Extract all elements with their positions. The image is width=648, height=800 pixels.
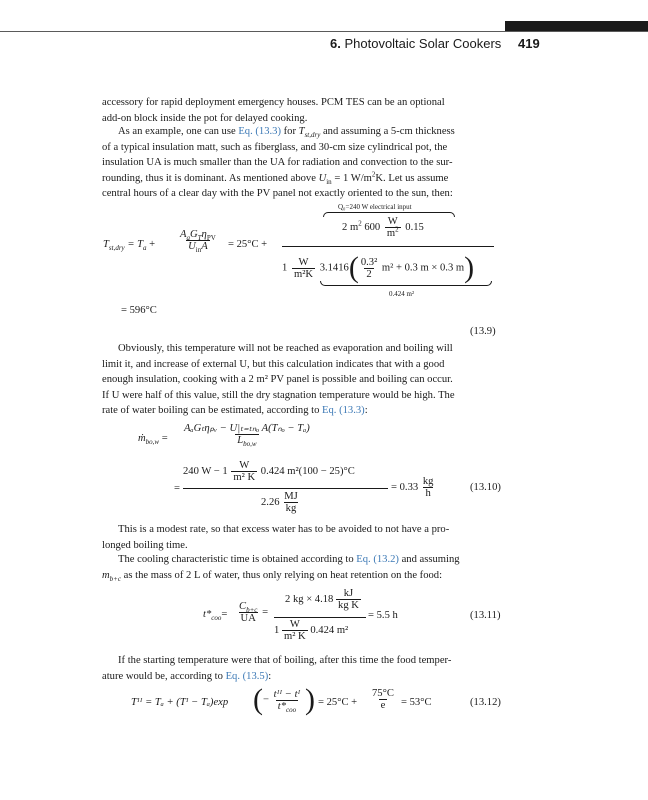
paragraph-5 xyxy=(102,552,505,583)
text-line: rate of water boiling can be estimated, according to Eq. (13.3): xyxy=(102,405,368,416)
eq-numerator: 2 kg × 4.18 $\frac{kJ}{\text{kg K}}$ xyxy=(285,588,359,611)
chapter-title: Photovoltaic Solar Cookers xyxy=(344,36,502,51)
eq-equals: = xyxy=(174,483,180,494)
eq-result: = 5.5 h xyxy=(368,610,398,621)
equation-number: (13.12) xyxy=(470,697,501,708)
eq-lhs: $T_{st,dry} = T_a$ + xyxy=(103,239,156,253)
equation-link[interactable]: Eq. (13.3) xyxy=(322,405,365,416)
eq-result: = 53°C xyxy=(401,697,432,708)
eq-exponent: (− $\frac{\text{tᴵᴵ − tᴵ}}{t*_{coo}}$ ) xyxy=(253,683,315,716)
text-line: add-on block inside the pot for delayed cooking. xyxy=(102,112,308,124)
text-line: of a typical insulation matt, such as fiberglass, and 30-cm size cylindrical pot, the xyxy=(102,141,448,153)
eq-fraction: $\frac{75^\circ C}{e}$ xyxy=(372,688,394,711)
text-line: accessory for rapid deployment emergency houses. PCM TES can be an optional xyxy=(102,97,445,108)
underbrace xyxy=(320,281,492,286)
eq-lhs: ṁ$_{bo,w}$ = xyxy=(138,433,168,447)
equation-number: (13.11) xyxy=(470,610,501,621)
fraction-bar xyxy=(282,246,494,247)
fraction-bar xyxy=(183,488,388,489)
text-line: enough insulation, cooking with a 2 m² PV panel is possible and boiling can occur. xyxy=(102,374,453,385)
header-rule xyxy=(0,31,648,32)
text-line: rounding, thus it is dominant. As mentioned above $U_{in} = 1$ $W/m^2K$. Let us assume xyxy=(102,169,449,186)
eq-result: = 0.33 $\frac{kg}{h}$ xyxy=(391,476,434,499)
eq-big-denominator: 1 $\frac{W}{\text{m²K}}$ 3.1416( $\frac{\text{0.3²}}{2}$ m² + 0.3 m × 0.3 m) xyxy=(282,251,475,284)
text-line: insulation UA is much smaller than the UA for radiation and convection to the sur- xyxy=(102,157,453,168)
eq-numerator: 240 W − 1 $\frac{W}{\text{m² K}}$ 0.424 m²(100 − 25)°C xyxy=(183,460,355,483)
eq-big-numerator: 2 $m^2$ 600 $\frac{W}{m^2}$ 0.15 xyxy=(342,216,424,239)
text-line: Obviously, this temperature will not be reached as evaporation and boiling will xyxy=(118,343,453,354)
paragraph-4 xyxy=(102,522,505,553)
eq-denominator: 1 $\frac{W}{\text{m² K}}$ 0.424 m² xyxy=(274,619,349,642)
eq-lhs: $t*_{coo}=$ xyxy=(203,609,228,623)
eq-mid: = 25°C + xyxy=(318,697,358,708)
brace-label-bottom: 0.424 m² xyxy=(389,290,415,298)
text-line: longed boiling time. xyxy=(102,539,188,551)
eq-result: = 596°C xyxy=(121,305,157,316)
eq-rate-fraction: $\frac{\text{AₐGₜηₚᵥ − U|ₜ₌ₜₙₒ A(Tₙₒ − Tₐ)}}{L_{bo,w}}$ xyxy=(184,423,310,449)
text-line: limit it, and increase of external U, but this calculation indicates that with a good xyxy=(102,358,445,370)
paragraph-2 xyxy=(102,124,505,202)
paragraph-3 xyxy=(102,341,505,419)
equation-link[interactable]: Eq. (13.3) xyxy=(238,126,281,137)
text-line: If U were half of this value, still the dry stagnation temperature would be high. The xyxy=(102,389,455,401)
text-line: This is a modest rate, so that excess water has to be avoided to not have a pro- xyxy=(118,524,450,535)
page-number: 419 xyxy=(518,36,540,51)
text-line: central hours of a clear day with the PV panel not exactly oriented to the sun, then: xyxy=(102,188,453,199)
text-line: As an example, one can use Eq. (13.3) for $T_{st,dry}$ and assuming a 5-cm thickness xyxy=(118,126,455,140)
equation-link[interactable]: Eq. (13.2) xyxy=(356,554,399,565)
brace-label-top: Q₀=240 W electrical input xyxy=(338,203,412,211)
eq-lhs: Tᴵᴵ = Tₐ + (Tᴵ − Tₐ)exp xyxy=(131,697,229,708)
paragraph-1 xyxy=(102,95,505,126)
eq-fraction-ratio: $\frac{A_aG_T\eta_{PV}}{U_{in}A}$ xyxy=(180,229,216,255)
fraction-bar xyxy=(274,617,366,618)
running-head xyxy=(330,36,540,51)
eq-time-fraction: $\frac{C_{b+c}}{UA}$ = xyxy=(239,601,269,624)
equation-number: (13.10) xyxy=(470,482,501,493)
text-line: $m_{b+c}$ as the mass of 2 L of water, thus only relying on heat retention on the food: xyxy=(102,569,443,583)
eq-mid: = 25°C + xyxy=(228,239,268,250)
eq-denominator: 2.26 $\frac{MJ}{kg}$ xyxy=(261,491,298,514)
equation-link[interactable]: Eq. (13.5) xyxy=(225,670,269,682)
chapter-number: 6. xyxy=(330,36,341,51)
paragraph-6 xyxy=(102,653,505,684)
text-line: ature would be, according to Eq. (13.5): xyxy=(102,670,272,682)
header-bar xyxy=(505,21,648,31)
text-line: If the starting temperature were that of boiling, after this time the food temper- xyxy=(118,655,452,666)
text-line: The cooling characteristic time is obtained according to Eq. (13.2) and assuming xyxy=(118,554,460,565)
equation-number: (13.9) xyxy=(470,326,496,337)
